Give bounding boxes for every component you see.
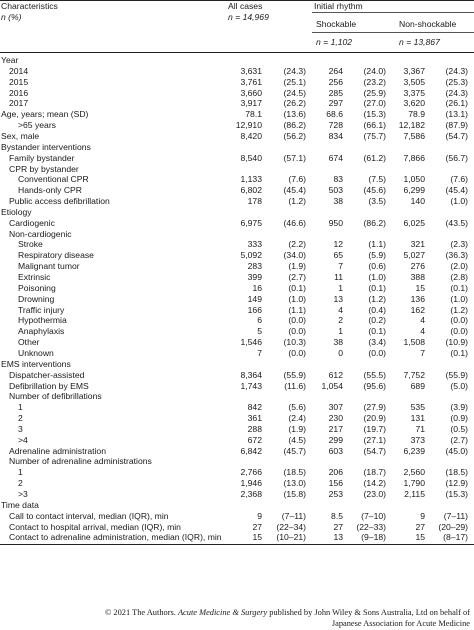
row-label: Extrinsic [18,272,51,282]
cell-ap: (15.8) [283,489,306,499]
cell-np: (7.6) [450,174,468,185]
cell-a: 1,743 [240,380,262,391]
cell-n: 12,182 [398,120,425,131]
cell-s: 83 [333,174,343,185]
cell-ap: (7–11) [281,510,306,521]
cell-np: (36.3) [445,250,468,261]
cell-s: 11 [334,272,343,282]
cell-a: 333 [247,239,262,250]
cell-np: (45.0) [445,445,468,456]
footer-suffix: published by John Wiley & Sons Australia, Ltd on behalf of [267,608,470,617]
cell-a: 8,420 [240,130,262,141]
cell-n: 1,508 [403,337,425,348]
header-nonshockable-n: n = 13,867 [399,37,440,47]
cell-np: (10.9) [445,337,468,348]
cell-sp: (27.0) [363,98,386,109]
cell-sp: (1.0) [368,272,386,282]
cell-ap: (24.3) [283,65,306,76]
cell-ap: (18.5) [283,467,306,478]
cell-s: 503 [328,185,343,196]
row-label: Public access defibrillation [9,196,110,206]
cell-sp: (25.9) [363,87,386,98]
row-label: 2 [18,478,23,489]
row-label: Etiology [1,206,32,217]
cell-ap: (0.0) [288,315,306,326]
cell-ap: (2.2) [288,239,306,250]
cell-a: 7 [257,347,262,358]
copyright-footer [105,607,470,629]
cell-np: (18.5) [445,467,468,478]
cell-n: 3,367 [403,65,425,76]
cell-np: (55.9) [445,369,468,380]
row-label: Respiratory disease [18,250,94,261]
cell-sp: (14.2) [363,478,386,489]
cell-sp: (3.5) [368,196,386,206]
header-n-percent: n (%) [1,12,22,22]
cell-n: 535 [410,402,425,413]
row-label: Traffic injury [18,304,65,315]
row-label: Non-cardiogenic [9,228,72,239]
cell-s: 38 [333,337,343,348]
cell-n: 2,115 [404,489,425,499]
cell-a: 5,092 [240,250,262,261]
cell-sp: (15.3) [363,109,386,120]
row-label: Bystander interventions [1,141,91,152]
row-label: 2016 [9,87,29,98]
cell-sp: (0.1) [368,282,386,293]
cell-ap: (10.3) [283,337,306,348]
cell-s: 217 [328,423,343,434]
cell-sp: (0.2) [368,315,386,326]
header-all-cases-n: n = 14,969 [228,12,269,22]
cell-a: 1,133 [240,174,262,185]
cell-a: 178 [247,196,262,206]
row-label: Number of adrenaline administrations [9,456,152,467]
footer-line-1 [105,607,470,618]
row-label: Hands-only CPR [18,185,82,196]
cell-n: 3,505 [403,76,425,87]
cell-s: 728 [328,120,343,131]
cell-sp: (1.1) [368,239,386,250]
cell-np: (43.5) [445,217,468,228]
cell-a: 166 [247,304,262,315]
row-label: Dispatcher-assisted [9,369,85,380]
cell-s: 206 [328,467,343,478]
header-characteristics: Characteristics [1,1,58,11]
cell-np: (87.9) [445,120,468,131]
cell-sp: (19.7) [363,423,386,434]
cell-n: 4 [420,326,425,337]
row-label: Call to contact interval, median (IQR), min [9,510,169,521]
cell-np: (2.0) [450,261,468,272]
row-label: Poisoning [18,282,56,293]
cell-np: (12.9) [445,478,468,489]
cell-s: 307 [328,402,343,413]
row-label: Sex, male [1,130,40,141]
cell-sp: (0.1) [368,326,386,337]
cell-a: 6,975 [240,217,262,228]
cell-s: 7 [338,261,343,272]
cell-s: 285 [328,87,343,98]
cell-np: (0.5) [450,423,468,434]
cell-np: (0.9) [450,413,468,424]
cell-n: 1,790 [403,478,425,489]
cell-n: 71 [415,423,425,434]
cell-s: 68.6 [326,109,343,120]
cell-np: (5.0) [450,380,468,391]
cell-a: 8,364 [240,369,262,380]
cell-sp: (45.6) [363,185,386,196]
cell-ap: (26.2) [283,98,306,109]
cell-s: 299 [328,434,343,445]
cell-np: (0.0) [450,326,468,337]
row-label: CPR by bystander [9,163,79,174]
cell-a: 6 [257,315,262,326]
cell-n: 140 [410,196,425,206]
cell-sp: (54.7) [363,445,386,456]
cell-s: 297 [328,98,343,109]
cell-ap: (56.2) [283,130,306,141]
row-label: Hypothermia [18,315,67,326]
cell-a: 672 [247,434,262,445]
header-shockable-n: n = 1,102 [316,37,353,47]
cell-ap: (7.6) [288,174,306,185]
cell-ap: (0.1) [288,282,306,293]
header-shockable: Shockable [316,19,357,29]
cell-a: 1,546 [240,337,262,348]
cell-sp: (27.1) [363,434,386,445]
cell-n: 388 [410,272,425,282]
cell-n: 3,375 [403,87,425,98]
cell-sp: (23.0) [363,489,386,499]
cell-np: (2.8) [450,272,468,282]
cell-s: 1,054 [321,380,343,391]
cell-ap: (1.1) [288,304,306,315]
cell-ap: (25.1) [283,76,306,87]
cell-s: 256 [328,76,343,87]
cell-np: (0.1) [450,347,468,358]
cell-sp: (23.2) [363,76,386,87]
cell-a: 3,761 [240,76,262,87]
cell-np: (13.1) [445,109,468,120]
cell-s: 950 [328,217,343,228]
cell-a: 288 [247,423,262,434]
footer-journal: Acute Medicine & Surgery [177,608,268,617]
cell-n: 136 [410,293,425,304]
cell-ap: (2.4) [288,413,306,424]
row-label: >65 years [18,120,56,131]
table-bottom-rule [0,544,474,545]
cell-ap: (11.6) [284,380,306,391]
cell-sp: (55.5) [363,369,386,380]
cell-sp: (7–10) [361,510,386,521]
cell-ap: (1.9) [288,261,306,272]
cell-s: 2 [338,315,343,326]
cell-ap: (86.2) [283,120,306,131]
cell-a: 283 [247,261,262,272]
cell-a: 8,540 [240,152,262,163]
row-label: Unknown [18,347,54,358]
cell-n: 7,752 [403,369,425,380]
cell-ap: (46.6) [283,217,306,228]
cell-np: (15.3) [445,489,468,499]
cell-np: (8–17) [443,532,468,543]
cell-s: 156 [328,478,343,489]
cell-ap: (45.7) [283,445,306,456]
cell-sp: (75.7) [363,130,386,141]
cell-np: (56.7) [445,152,468,163]
cell-n: 5,027 [403,250,425,261]
cell-sp: (9–18) [361,532,386,543]
cell-np: (2.7) [450,434,468,445]
cell-sp: (27.9) [363,402,386,413]
header-subgroup-rule [312,32,474,33]
row-label: 1 [18,402,23,413]
row-label: Stroke [18,239,43,250]
cell-np: (0.0) [450,315,468,326]
cell-n: 3,620 [403,98,425,109]
cell-a: 1,946 [240,478,262,489]
cell-a: 78.1 [245,109,262,120]
cell-n: 7 [420,347,425,358]
cell-np: (24.3) [445,87,468,98]
cell-s: 4 [338,304,343,315]
cell-sp: (61.2) [363,152,386,163]
cell-s: 264 [328,65,343,76]
cell-a: 12,910 [235,120,262,131]
cell-a: 15 [252,532,262,543]
row-label: Defibrillation by EMS [9,380,89,391]
cell-n: 6,025 [403,217,425,228]
cell-ap: (24.5) [283,87,306,98]
cell-ap: (57.1) [283,152,306,163]
cell-s: 1 [338,282,343,293]
header-nonshockable: Non-shockable [399,19,457,29]
cell-sp: (22–33) [356,521,386,532]
cell-n: 7,586 [403,130,425,141]
cell-s: 27 [333,521,343,532]
cell-ap: (1.2) [288,196,306,206]
cell-ap: (45.4) [283,185,306,196]
cell-n: 7,866 [403,152,425,163]
cell-a: 842 [247,402,262,413]
cell-n: 27 [415,521,425,532]
cell-a: 399 [247,272,262,282]
cell-s: 12 [333,239,343,250]
cell-sp: (95.6) [363,380,386,391]
cell-ap: (4.5) [288,434,306,445]
row-label: Conventional CPR [18,174,89,185]
cell-ap: (55.9) [283,369,306,380]
row-label: Contact to hospital arrival, median (IQR), min [9,521,181,532]
cell-sp: (0.0) [368,347,386,358]
cell-np: (24.3) [445,65,468,76]
cell-n: 6,299 [403,185,425,196]
cell-sp: (18.7) [363,467,386,478]
cell-np: (2.3) [450,239,468,250]
cell-ap: (2.7) [288,272,306,282]
cell-a: 3,917 [240,98,262,109]
row-label: >4 [18,434,28,445]
cell-sp: (20.9) [363,413,386,424]
cell-a: 6,802 [240,185,262,196]
cell-np: (1.0) [450,196,468,206]
row-label: >3 [18,489,28,499]
cell-a: 16 [252,282,262,293]
cell-ap: (13.6) [283,109,306,120]
cell-a: 3,631 [240,65,262,76]
row-label: 2017 [9,98,29,109]
cell-s: 8.5 [331,510,343,521]
cell-np: (45.4) [445,185,468,196]
cell-ap: (1.9) [288,423,306,434]
cell-sp: (0.4) [368,304,386,315]
row-label: Anaphylaxis [18,326,65,337]
cell-sp: (7.5) [368,174,386,185]
cell-ap: (1.0) [288,293,306,304]
row-label: Age, years; mean (SD) [1,109,89,120]
row-label: Time data [1,499,39,510]
cell-sp: (0.6) [368,261,386,272]
cell-np: (1.2) [450,304,468,315]
cell-sp: (5.9) [368,250,386,261]
cell-a: 2,368 [240,489,262,499]
row-label: Other [18,337,40,348]
cell-s: 230 [328,413,343,424]
cell-n: 162 [410,304,425,315]
cell-s: 13 [333,293,343,304]
header-initial-rhythm: Initial rhythm [314,1,363,11]
cell-a: 149 [247,293,262,304]
cell-n: 131 [410,413,425,424]
cell-ap: (22–34) [276,521,306,532]
cell-a: 6,842 [240,445,262,456]
header-bottom-rule [0,52,474,53]
cell-sp: (86.2) [363,217,386,228]
cell-s: 38 [333,196,343,206]
cell-s: 13 [333,532,343,543]
cell-np: (26.1) [445,98,468,109]
row-label: Cardiogenic [9,217,55,228]
cell-n: 321 [410,239,425,250]
cell-n: 4 [420,315,425,326]
cell-np: (3.9) [450,402,468,413]
cell-s: 1 [338,326,343,337]
cell-n: 9 [420,510,425,521]
cell-n: 276 [410,261,425,272]
row-label: Year [1,55,19,65]
cell-np: (25.3) [445,76,468,87]
cell-ap: (0.0) [288,347,306,358]
cell-a: 27 [252,521,262,532]
cell-np: (7–11) [443,510,468,521]
cell-sp: (1.2) [368,293,386,304]
cell-sp: (24.0) [363,65,386,76]
cell-n: 15 [415,282,425,293]
cell-s: 612 [328,369,343,380]
cell-ap: (13.0) [283,478,306,489]
cell-a: 2,766 [240,467,262,478]
header-initial-rhythm-rule [312,12,474,13]
cell-a: 361 [247,413,262,424]
row-label: Malignant tumor [18,261,80,272]
cell-n: 373 [410,434,425,445]
header-all-cases: All cases [228,1,263,11]
row-label: Drowning [18,293,55,304]
cell-ap: (34.0) [283,250,306,261]
cell-np: (20–29) [438,521,468,532]
footer-line-2: Japanese Association for Acute Medicine [331,619,470,628]
row-label: Number of defibrillations [9,391,102,402]
row-label: 2014 [9,65,29,76]
cell-s: 603 [328,445,343,456]
cell-n: 15 [415,532,425,543]
cell-s: 65 [333,250,343,261]
row-label: EMS interventions [1,358,71,369]
cell-np: (0.1) [450,282,468,293]
cell-ap: (10–21) [276,532,306,543]
row-label: 2 [18,413,23,424]
cell-a: 3,660 [240,87,262,98]
cell-np: (1.0) [450,293,468,304]
row-label: 3 [18,423,23,434]
row-label: 2015 [9,76,29,87]
cell-s: 0 [338,347,343,358]
cell-n: 78.9 [408,109,425,120]
cell-np: (54.7) [445,130,468,141]
row-label: 1 [18,467,23,478]
cell-ap: (0.0) [288,326,306,337]
cell-sp: (3.4) [368,337,386,348]
cell-sp: (66.1) [363,120,386,131]
cell-a: 5 [257,326,262,337]
row-label: Contact to adrenaline administration, median (IQR), min [9,532,222,543]
footer-prefix: © 2021 The Authors. [104,608,178,617]
cell-n: 6,239 [403,445,425,456]
cell-s: 253 [328,489,343,499]
cell-s: 674 [328,152,343,163]
cell-n: 689 [410,380,425,391]
cell-n: 1,050 [403,174,425,185]
cell-n: 2,560 [403,467,425,478]
row-label: Adrenaline administration [9,445,106,456]
cell-a: 9 [257,510,262,521]
row-label: Family bystander [9,152,75,163]
cell-ap: (5.6) [288,402,306,413]
cell-s: 834 [328,130,343,141]
